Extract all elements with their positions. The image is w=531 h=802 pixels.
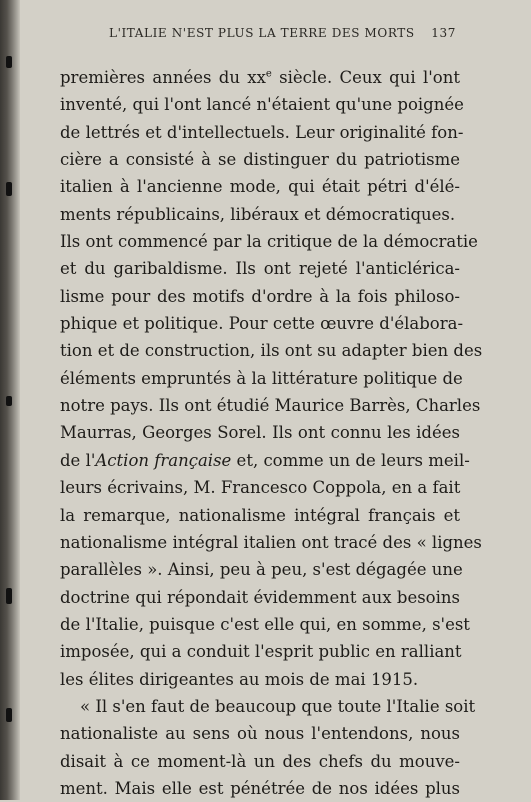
text-line: les élites dirigeantes au mois de mai 1915. <box>60 669 419 689</box>
binding-mark <box>6 396 12 406</box>
text-line: disait à ce moment-là un des chefs du mouve- <box>60 751 460 771</box>
text-line: Maurras, Georges Sorel. Ils ont connu les idées <box>60 423 460 443</box>
text-line: phique et politique. Pour cette œuvre d'élabora- <box>60 314 464 334</box>
text-line: parallèles ». Ainsi, peu à peu, s'est dégagée une <box>60 560 463 580</box>
binding-mark <box>6 708 12 722</box>
body-text <box>60 64 483 802</box>
text-line: tion et de construction, ils ont su adapter bien des <box>60 341 483 361</box>
running-head <box>100 26 456 44</box>
italic-title: Action française <box>95 450 232 470</box>
text-line: nationaliste au sens où nous l'entendons, nous <box>60 724 460 744</box>
page-binding-edge <box>0 0 20 800</box>
text-line: éléments empruntés à la littérature politique de <box>60 368 463 388</box>
text-line: ments républicains, libéraux et démocratiques. <box>60 204 456 224</box>
text-line: de l'Action française et, comme un de leurs meil- <box>60 450 470 470</box>
superscript: e <box>265 68 272 80</box>
text-line: « Il s'en faut de beaucoup que toute l'Italie soit <box>80 696 476 716</box>
binding-mark <box>6 588 12 604</box>
text-line: nationalisme intégral italien ont tracé des « lignes <box>60 532 482 552</box>
text-line: Ils ont commencé par la critique de la démocratie <box>60 232 478 252</box>
text-line: premières années du $xx^e$ siècle. Ceux qui l'ont <box>60 68 460 87</box>
text-line: la remarque, nationalisme intégral français et <box>60 505 460 525</box>
text-line: doctrine qui répondait évidemment aux besoins <box>60 587 460 607</box>
text-line: imposée, qui a conduit l'esprit public en ralliant <box>60 642 462 662</box>
text-line: cière a consisté à se distinguer du patriotisme <box>60 150 460 170</box>
text-line: lisme pour des motifs d'ordre à la fois philoso- <box>60 286 460 306</box>
text-line: de l'Italie, puisque c'est elle qui, en somme, s'est <box>60 614 470 634</box>
text-line: et du garibaldisme. Ils ont rejeté l'anticlérica- <box>60 259 460 279</box>
binding-mark <box>6 56 12 68</box>
binding-mark <box>6 182 12 196</box>
running-head-title: L'ITALIE N'EST PLUS LA TERRE DES MORTS <box>109 26 415 40</box>
text-line: ment. Mais elle est pénétrée de nos idées plus <box>60 778 460 798</box>
text-line: inventé, qui l'ont lancé n'étaient qu'une poignée <box>60 95 464 115</box>
text-line: de lettrés et d'intellectuels. Leur originalité fon- <box>60 122 464 142</box>
text-line: notre pays. Ils ont étudié Maurice Barrès, Charles <box>60 396 481 416</box>
page-number: 137 <box>431 26 456 40</box>
text-line: italien à l'ancienne mode, qui était pétri d'élé- <box>60 177 460 197</box>
text-line: leurs écrivains, M. Francesco Coppola, en a fait <box>60 478 461 498</box>
